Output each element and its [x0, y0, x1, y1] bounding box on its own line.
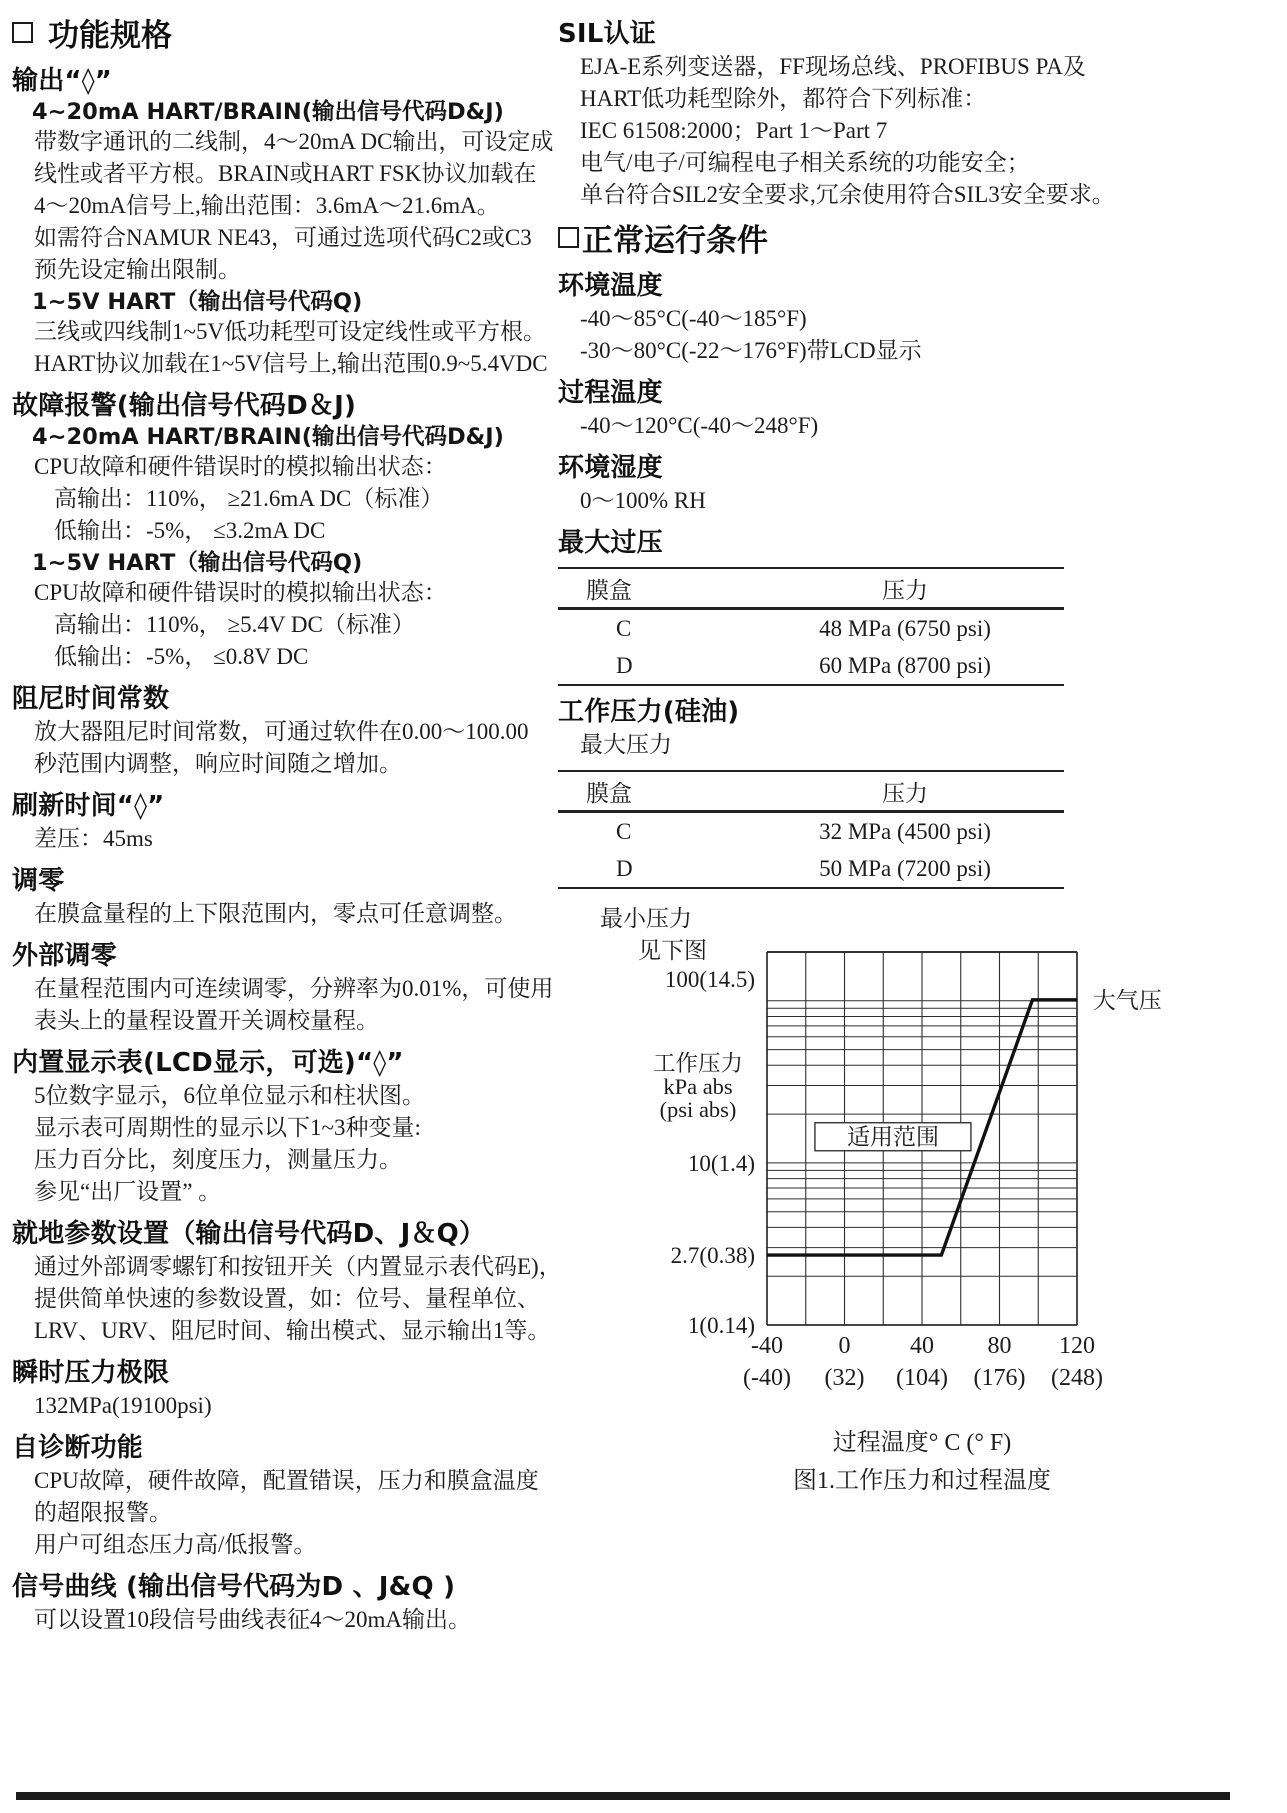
paragraph-line: 高输出：110%， ≥5.4V DC（标准）: [54, 612, 415, 637]
right-column: [558, 0, 1115, 967]
paragraph-line: -40～85°C(-40～185°F): [580, 306, 807, 331]
table-cell: D: [616, 652, 633, 678]
x-tick-label-fahrenheit: (176): [973, 1365, 1026, 1391]
table-row: [558, 812, 1064, 851]
paragraph-line: 低输出：-5%， ≤0.8V DC: [54, 644, 309, 669]
paragraph-line: CPU故障，硬件故障，配置错误，压力和膜盒温度: [34, 1468, 539, 1493]
spec-heading: 信号曲线 (输出信号代码为D 、J&Q ): [12, 1572, 456, 1602]
table-cell: 50 MPa (7200 psi): [819, 855, 991, 881]
figure-1: [558, 930, 1238, 1550]
paragraph: [12, 1604, 547, 1636]
spec-table-body: [558, 812, 1064, 889]
paragraph-line: IEC 61508:2000；Part 1～Part 7: [580, 118, 888, 143]
paragraph-line: 秒范围内调整，响应时间随之增加。: [34, 751, 402, 776]
paragraph-line: 电气/电子/可编程电子相关系统的功能安全；: [580, 150, 1030, 175]
column-header: 膜盒: [586, 577, 632, 603]
x-tick-label-celsius: 0: [838, 1333, 851, 1359]
spec-subheading: 1~5V HART（输出信号代码Q): [32, 550, 363, 576]
chart-x-axis-label: 过程温度° C (° F): [832, 1430, 1012, 1456]
paragraph-line: 用户可组态压力高/低报警。: [34, 1532, 317, 1557]
spec-heading: 瞬时压力极限: [12, 1358, 170, 1388]
paragraph: [12, 898, 547, 930]
atmospheric-pressure-label: 大气压: [1092, 987, 1162, 1013]
paragraph-line: 在膜盒量程的上下限范围内，零点可任意调整。: [34, 901, 517, 926]
paragraph: [12, 1465, 547, 1561]
paragraph-line: 132MPa(19100psi): [34, 1393, 212, 1418]
section-title: [12, 10, 547, 55]
spec-heading: 最大过压: [558, 528, 663, 558]
column-header: 膜盒: [586, 780, 632, 806]
paragraph-line: HART低功耗型除外，都符合下列标准：: [580, 86, 987, 111]
spec-heading: 内置显示表(LCD显示，可选)“◊”: [12, 1048, 404, 1078]
table-row: [558, 609, 1064, 648]
paragraph-line: CPU故障和硬件错误时的模拟输出状态：: [34, 454, 447, 479]
table-cell: C: [616, 818, 632, 844]
spec-subheading: 4~20mA HART/BRAIN(输出信号代码D&J): [32, 99, 504, 125]
y-axis-label: (psi abs): [659, 1097, 737, 1122]
paragraph-line: 在量程范围内可连续调零，分辨率为0.01%，可使用: [34, 976, 554, 1001]
paragraph: [558, 485, 1106, 517]
paragraph-line: 4～20mA信号上,输出范围：3.6mA～21.6mA。: [34, 193, 500, 218]
spec-heading: 故障报警(输出信号代码D＆J): [12, 391, 357, 421]
paragraph: [12, 1390, 547, 1422]
applicable-range-label: 适用范围: [846, 1124, 939, 1150]
paragraph-line: 见下图: [638, 938, 707, 963]
spec-subheading: 1~5V HART（输出信号代码Q): [32, 289, 363, 315]
paragraph: [558, 729, 1106, 761]
paragraph-line: 高输出：110%， ≥21.6mA DC（标准）: [54, 486, 444, 511]
spec-heading: 工作压力(硅油): [558, 697, 740, 727]
paragraph-line: 0～100% RH: [580, 488, 706, 513]
table-cell: 32 MPa (4500 psi): [819, 818, 991, 844]
paragraph-line: -40～120°C(-40～248°F): [580, 413, 819, 438]
paragraph: [12, 126, 554, 286]
paragraph-line: 可以设置10段信号曲线表征4～20mA输出。: [34, 1607, 471, 1632]
paragraph-line: -30～80°C(-22～176°F)带LCD显示: [580, 338, 922, 363]
x-tick-label-celsius: 40: [910, 1333, 934, 1359]
table-cell: D: [616, 855, 633, 881]
spec-table-head: [558, 568, 1064, 609]
spec-heading: 刷新时间“◊”: [12, 791, 165, 821]
spec-table-head: [558, 771, 1064, 812]
paragraph-line: 表头上的量程设置开关调校量程。: [34, 1008, 379, 1033]
x-tick-label-fahrenheit: (32): [824, 1365, 865, 1391]
paragraph-line: 参见“出厂设置” 。: [34, 1179, 222, 1204]
section-square-icon: [558, 227, 579, 248]
table-cell: C: [616, 615, 632, 641]
spec-table: [558, 770, 1064, 889]
paragraph-line: 最小压力: [600, 906, 692, 931]
column-header: 压力: [882, 577, 928, 603]
spec-heading: SIL认证: [558, 19, 656, 49]
paragraph-line: 压力百分比，刻度压力，测量压力。: [34, 1147, 402, 1172]
x-tick-label-celsius: -40: [751, 1333, 783, 1359]
paragraph: [558, 303, 1106, 367]
spec-table: [558, 567, 1064, 686]
table-cell: 60 MPa (8700 psi): [819, 652, 991, 678]
left-column: [12, 0, 562, 1636]
paragraph-line: 的超限报警。: [34, 1500, 172, 1525]
paragraph: [558, 51, 1115, 211]
paragraph-line: 显示表可周期性的显示以下1~3种变量:: [34, 1115, 421, 1140]
paragraph-line: 放大器阻尼时间常数，可通过软件在0.00～100.00: [34, 719, 529, 744]
section-title-text: 功能规格: [48, 18, 172, 54]
table-cell: 48 MPa (6750 psi): [819, 615, 991, 641]
figure-caption: 图1.工作压力和过程温度: [793, 1468, 1051, 1494]
spec-table-body: [558, 609, 1064, 686]
paragraph-line: 提供简单快速的参数设置，如：位号、量程单位、: [34, 1286, 540, 1311]
footer-rule: [16, 1792, 1230, 1800]
paragraph: [558, 410, 1106, 442]
y-tick-label: 10(1.4): [687, 1150, 755, 1176]
y-tick-label: 1(0.14): [687, 1313, 755, 1338]
spec-heading: 环境温度: [558, 271, 663, 301]
paragraph-line: LRV、URV、阻尼时间、输出模式、显示输出1等。: [34, 1318, 551, 1343]
spec-heading: 就地参数设置（输出信号代码D、J＆Q）: [12, 1219, 486, 1249]
paragraph-line: 通过外部调零螺钉和按钮开关（内置显示表代码E)，: [34, 1254, 562, 1279]
paragraph-line: HART协议加载在1~5V信号上,输出范围0.9~5.4VDC: [34, 351, 548, 376]
spec-heading: 阻尼时间常数: [12, 684, 170, 714]
section-title: [558, 215, 1106, 260]
paragraph: [12, 451, 547, 547]
y-tick-label: 2.7(0.38): [670, 1243, 755, 1269]
table-row: [558, 850, 1064, 888]
column-header: 压力: [882, 780, 928, 806]
paragraph-line: 低输出：-5%， ≤3.2mA DC: [54, 518, 326, 543]
y-axis-label: kPa abs: [663, 1074, 733, 1099]
paragraph-line: 单台符合SIL2安全要求,冗余使用符合SIL3安全要求。: [580, 182, 1115, 207]
x-tick-label-celsius: 80: [987, 1333, 1012, 1359]
section-title-text: 正常运行条件: [582, 223, 768, 259]
paragraph-line: CPU故障和硬件错误时的模拟输出状态：: [34, 580, 447, 605]
spec-heading: 调零: [12, 866, 65, 896]
paragraph-line: 三线或四线制1~5V低功耗型可设定线性或平方根。: [34, 319, 547, 344]
spec-heading: 环境湿度: [558, 453, 663, 483]
table-row: [558, 647, 1064, 685]
table-header-row: [558, 568, 1064, 609]
paragraph: [12, 716, 547, 780]
x-tick-label-fahrenheit: (104): [896, 1365, 948, 1391]
table-header-row: [558, 771, 1064, 812]
spec-heading: 外部调零: [12, 941, 117, 971]
paragraph: [12, 1251, 562, 1347]
paragraph: [12, 316, 547, 380]
paragraph: [12, 1080, 547, 1208]
paragraph-line: 带数字通讯的二线制，4～20mA DC输出，可设定成: [34, 129, 554, 154]
paragraph-line: 差压：45ms: [34, 826, 153, 851]
pressure-temperature-chart: [558, 930, 1238, 1410]
spec-heading: 输出“◊”: [12, 66, 113, 96]
spec-heading: 过程温度: [558, 378, 663, 408]
section-square-icon: [12, 22, 33, 43]
paragraph-line: 5位数字显示，6位单位显示和柱状图。: [34, 1083, 425, 1108]
paragraph-line: EJA-E系列变送器，FF现场总线、PROFIBUS PA及: [580, 54, 1086, 79]
paragraph: [12, 973, 554, 1037]
paragraph-line: 最大压力: [580, 732, 672, 757]
x-tick-label-fahrenheit: (248): [1051, 1365, 1103, 1391]
paragraph-line: 预先设定输出限制。: [34, 257, 241, 282]
y-tick-label: 100(14.5): [664, 966, 755, 992]
paragraph: [12, 577, 547, 673]
paragraph-line: 线性或者平方根。BRAIN或HART FSK协议加载在: [34, 161, 537, 186]
x-tick-label-fahrenheit: (-40): [743, 1365, 791, 1391]
paragraph: [12, 823, 547, 855]
x-tick-label-celsius: 120: [1059, 1333, 1095, 1359]
spec-heading: 自诊断功能: [12, 1433, 144, 1463]
spec-subheading: 4~20mA HART/BRAIN(输出信号代码D&J): [32, 424, 504, 450]
paragraph-line: 如需符合NAMUR NE43，可通过选项代码C2或C3: [34, 225, 532, 250]
y-axis-label: 工作压力: [652, 1051, 744, 1076]
